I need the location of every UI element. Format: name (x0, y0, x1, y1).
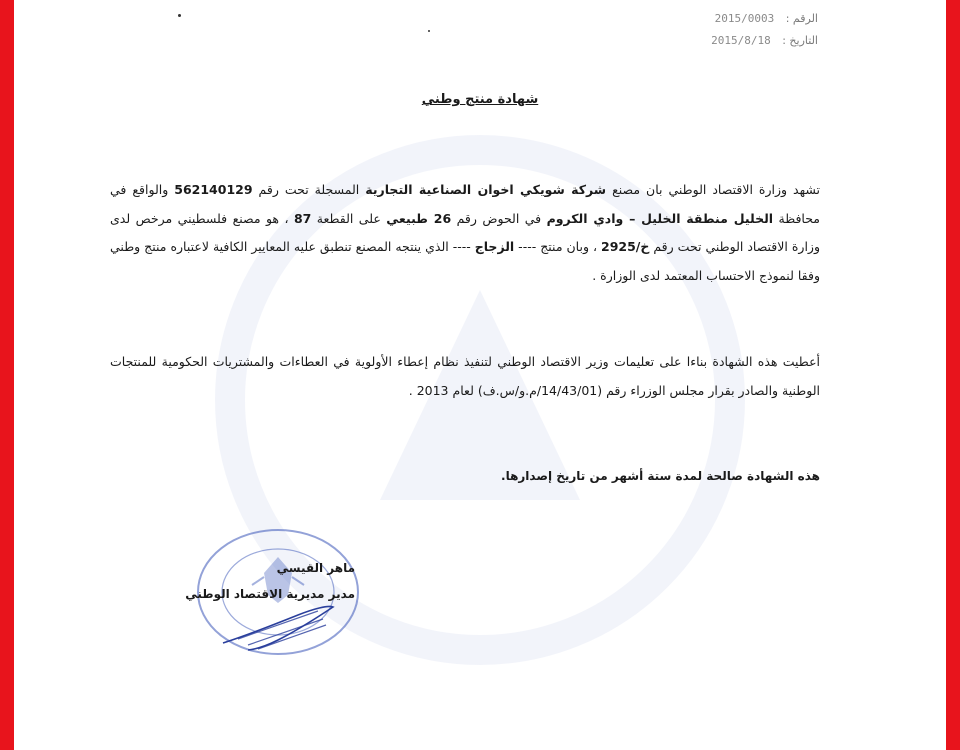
certificate-paragraph-2: أعطيت هذه الشهادة بناءا على تعليمات وزير الاقتصاد الوطني لتنفيذ نظام إعطاء الأولوية في العطاءات والمشتريات الحكومية للمنتجات الوطنية والصادر بقرار مجلس الوزراء رقم (14/43/01/م.و/س.ف) لعام 2013 . (110, 354, 820, 398)
frame-left-border (0, 0, 14, 750)
scan-dot (178, 14, 181, 17)
basin-number: 26 طبيعي (386, 210, 452, 226)
text-run: على القطعة (311, 210, 387, 226)
validity-statement: هذه الشهادة صالحة لمدة ستة أشهر من تاريخ إصدارها. (501, 469, 820, 483)
signatory-name: ماهر القيسي (276, 561, 355, 575)
company-name: شركة شويكي اخوان الصناعية التجارية (365, 182, 607, 197)
plot-number: 87 (293, 210, 312, 226)
text-run: ، هو مصنع فلسطيني مرخص لدى وزارة الاقتصاد الوطني تحت رقم (110, 210, 820, 254)
text-run: ---- الذي ينتجه المصنع تنطبق عليه المعايير الكافية لاعتباره منتج وطني وفقا لنموذج الاحتساب المعتمد لدى الوزارة . (110, 239, 820, 283)
date-value: 2015/8/18 (711, 34, 771, 47)
signatory-position: مدير مديرية الاقتصاد الوطني (185, 587, 355, 601)
scan-dot (428, 30, 430, 32)
text-run: والواقع في محافظة (110, 182, 821, 226)
text-run: ، وبان منتج ---- (514, 239, 601, 254)
frame-right-border (946, 0, 960, 750)
reference-value: 2015/0003 (714, 12, 775, 25)
date-row (711, 30, 818, 52)
text-run: تشهد وزارة الاقتصاد الوطني بان مصنع (606, 182, 821, 197)
text-run: في الحوض رقم (451, 210, 547, 226)
certificate-paragraph-1 (110, 176, 820, 290)
reference-label: الرقم : (785, 12, 818, 25)
date-label: التاريخ : (782, 34, 818, 47)
license-number: خ/2925 (601, 239, 650, 254)
factory-location: الخليل منطقة الخليل – وادي الكروم (546, 210, 774, 226)
document-title: شهادة منتج وطني (421, 92, 539, 107)
text-run: المسجلة تحت رقم (252, 182, 366, 197)
document-meta (711, 8, 818, 52)
product-name: الزجاج (474, 239, 515, 254)
registration-number: 562140129 (174, 182, 253, 197)
reference-number-row (711, 8, 818, 30)
signatory-block (140, 555, 355, 607)
